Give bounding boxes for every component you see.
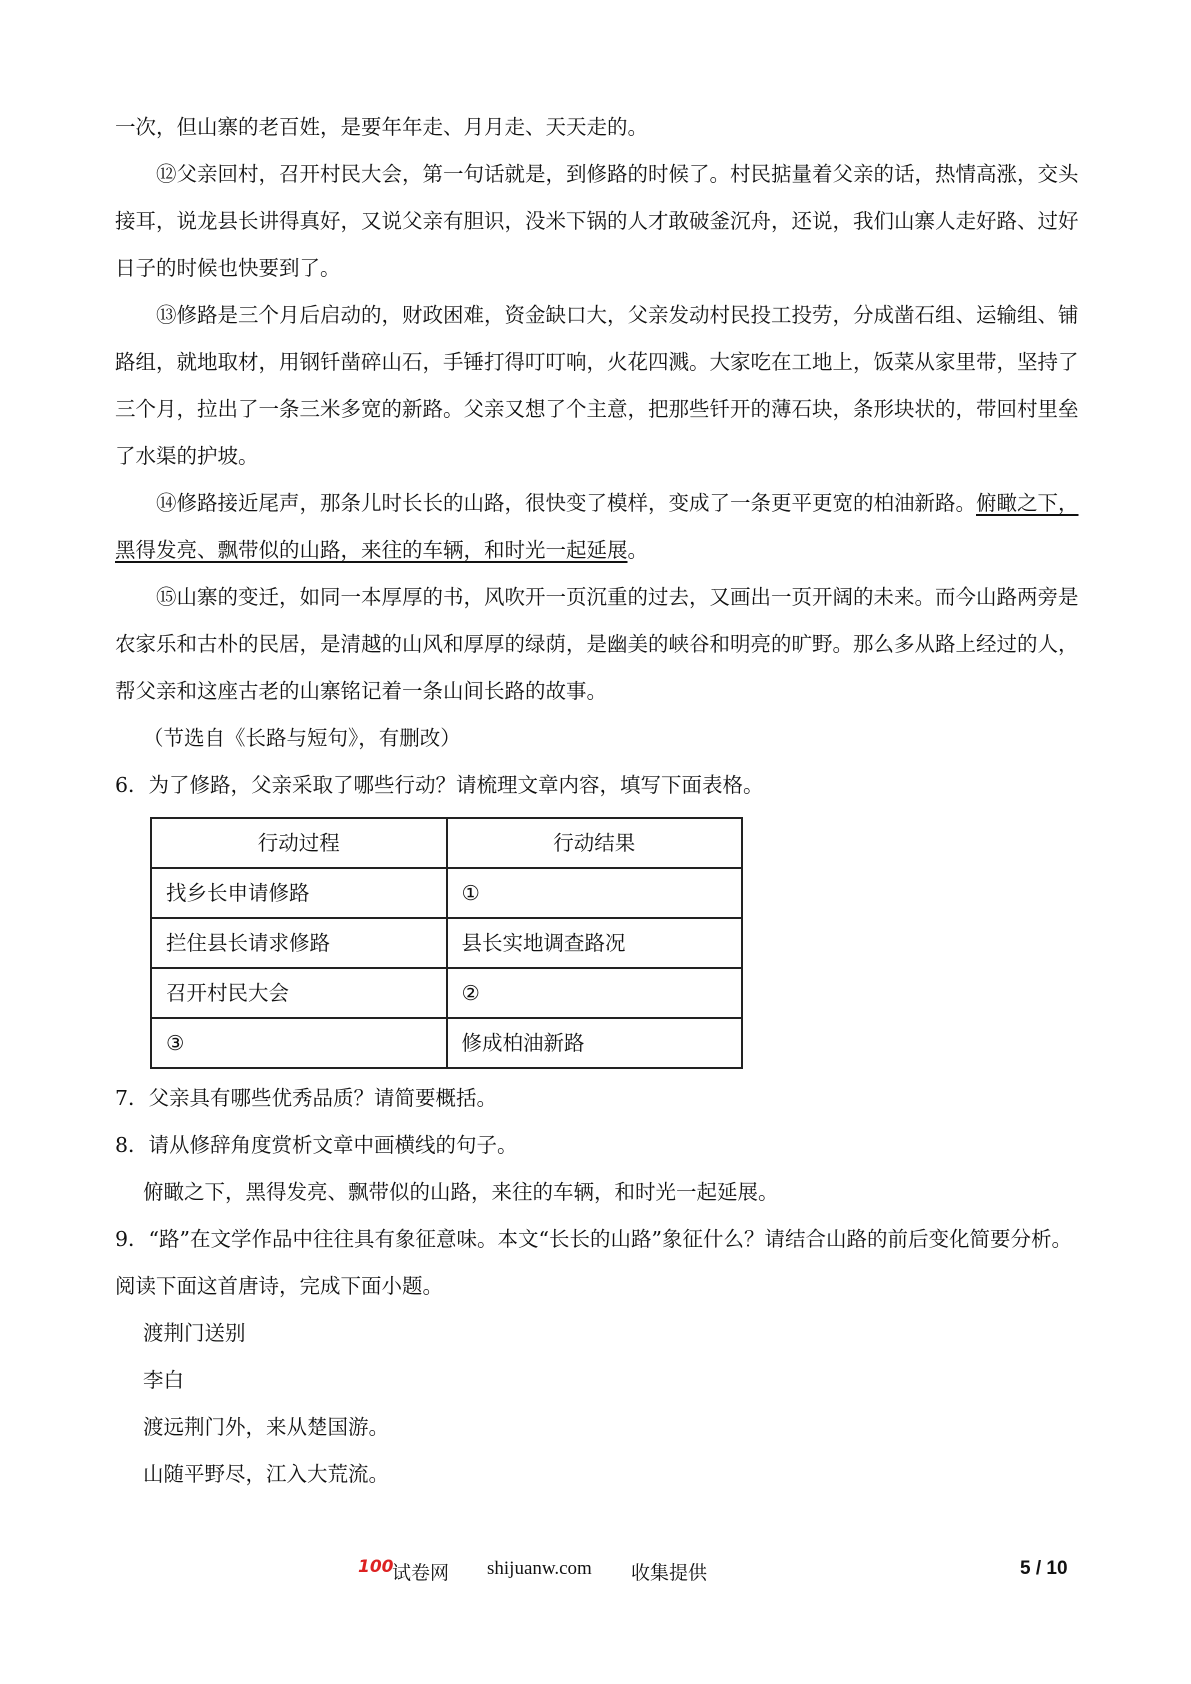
poem-author: 李白 [143,1368,184,1392]
page-footer [0,1557,1191,1587]
passage-source: （节选自《长路与短句》，有删改） [143,726,461,750]
question-6: 6．为了修路，父亲采取了哪些行动？请梳理文章内容，填写下面表格。 [115,773,764,797]
page-number: 5 / 10 [1020,1558,1068,1579]
action-table [150,817,743,1069]
site-name: 试卷网 [392,1562,450,1584]
passage-paragraph-13: ⑬修路是三个月后启动的，财政困难，资金缺口大，父亲发动村民投工投劳，分成凿石组、运输组、铺路组，就地取材，用钢钎凿碎山石，手锤打得叮叮响，火花四溅。大家吃在工地上，饭菜从家里带，坚持了三个月，拉出了一条三米多宽的新路。父亲又想了个主意，把那些钎开的薄石块，条形块状的，带回村里垒了水渠的护坡。 [115,303,1079,468]
question-9: 9．“路”在文学作品中往往具有象征意味。本文“长长的山路”象征什么？请结合山路的前后变化简要分析。 [115,1227,1072,1251]
question-8: 8．请从修辞角度赏析文章中画横线的句子。 [115,1133,518,1157]
table-header-cell: 行动过程 [151,818,447,868]
passage-paragraph-14 [115,480,1085,574]
paragraph-14-end: 。 [627,538,648,562]
poem-intro: 阅读下面这首唐诗，完成下面小题。 [115,1274,443,1298]
poem-line-2: 山随平野尽，江入大荒流。 [143,1462,389,1486]
table-cell: ① [447,868,743,918]
site-logo: 100 [358,1557,394,1577]
table-row [151,918,742,968]
passage-paragraph-12: ⑫父亲回村，召开村民大会，第一句话就是，到修路的时候了。村民掂量着父亲的话，热情高涨，交头接耳，说龙县长讲得真好，又说父亲有胆识，没米下锅的人才敢破釜沉舟，还说，我们山寨人走好路、过好日子的时候也快要到了。 [115,162,1079,280]
table-header-cell: 行动结果 [447,818,743,868]
table-row [151,968,742,1018]
table-header-row [151,818,742,868]
document-body [115,104,1085,1498]
table-cell: 县长实地调查路况 [447,918,743,968]
table-cell: 拦住县长请求修路 [151,918,447,968]
provider-text: 收集提供 [631,1562,708,1584]
table-cell: 召开村民大会 [151,968,447,1018]
underlined-sentence: 俯瞰之下，黑得发亮、飘带似的山路，来往的车辆，和时光一起延展 [115,491,1079,562]
table-cell: ③ [151,1018,447,1068]
table-cell: 找乡长申请修路 [151,868,447,918]
passage-paragraph-continued: 一次，但山寨的老百姓，是要年年走、月月走、天天走的。 [115,115,648,139]
table-row [151,868,742,918]
question-8-sentence: 俯瞰之下，黑得发亮、飘带似的山路，来往的车辆，和时光一起延展。 [143,1180,779,1204]
poem-title: 渡荆门送别 [143,1321,246,1345]
table-cell: ② [447,968,743,1018]
site-url: shijuanw.com [487,1558,592,1579]
question-7: 7．父亲具有哪些优秀品质？请简要概括。 [115,1086,498,1110]
table-cell: 修成柏油新路 [447,1018,743,1068]
table-row [151,1018,742,1068]
poem-line-1: 渡远荆门外，来从楚国游。 [143,1415,389,1439]
paragraph-14-text: ⑭修路接近尾声，那条儿时长长的山路，很快变了模样，变成了一条更平更宽的柏油新路。 [156,491,976,515]
passage-paragraph-15: ⑮山寨的变迁，如同一本厚厚的书，风吹开一页沉重的过去，又画出一页开阔的未来。而今山路两旁是农家乐和古朴的民居，是清越的山风和厚厚的绿荫，是幽美的峡谷和明亮的旷野。那么多从路上经过的人，帮父亲和这座古老的山寨铭记着一条山间长路的故事。 [115,585,1079,703]
